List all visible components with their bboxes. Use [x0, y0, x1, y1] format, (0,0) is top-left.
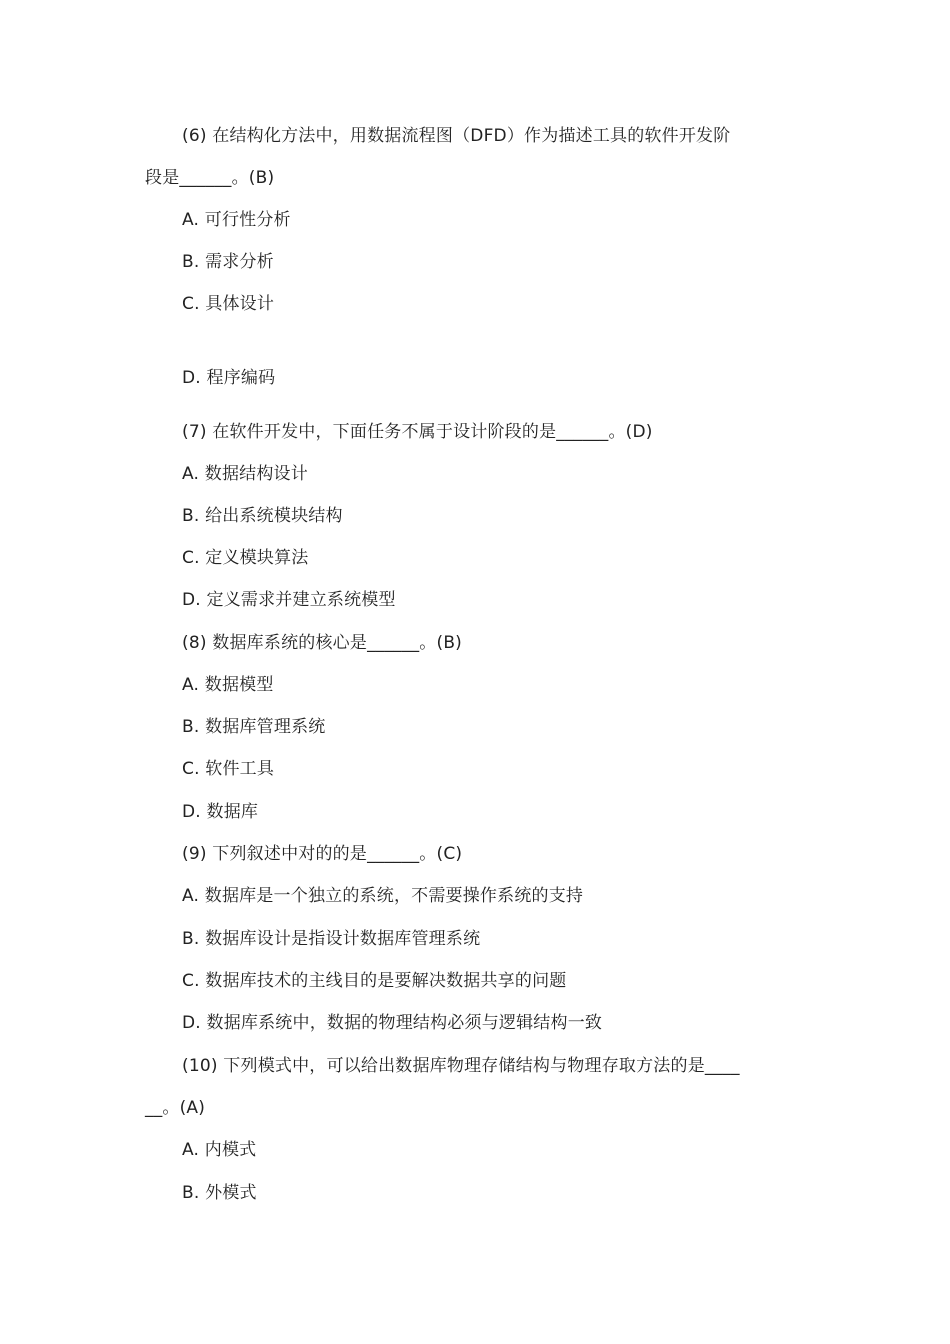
question-8-option-c: C. 软件工具: [182, 759, 275, 779]
question-9-option-a: A. 数据库是一个独立的系统，不需要操作系统的支持: [182, 886, 584, 906]
question-9-option-d: D. 数据库系统中，数据的物理结构必须与逻辑结构一致: [182, 1013, 603, 1033]
question-6-stem: (6) 在结构化方法中，用数据流程图（DFD）作为描述工具的软件开发阶: [182, 126, 731, 146]
question-8-option-a: A. 数据模型: [182, 675, 274, 695]
question-9-option-c: C. 数据库技术的主线目的是要解决数据共享的问题: [182, 971, 567, 991]
question-7-option-b: B. 给出系统模块结构: [182, 506, 343, 526]
question-6-stem-continued: 段是______。(B): [145, 168, 275, 188]
question-7-option-a: A. 数据结构设计: [182, 464, 308, 484]
question-6-option-c: C. 具体设计: [182, 294, 275, 314]
question-8-stem: (8) 数据库系统的核心是______。(B): [182, 633, 463, 653]
question-8-option-b: B. 数据库管理系统: [182, 717, 326, 737]
question-6-option-a: A. 可行性分析: [182, 210, 291, 230]
question-8-option-d: D. 数据库: [182, 802, 259, 822]
question-6-option-d: D. 程序编码: [182, 368, 276, 388]
question-9-stem: (9) 下列叙述中对的的是______。(C): [182, 844, 463, 864]
question-7-option-d: D. 定义需求并建立系统模型: [182, 590, 396, 610]
question-10-option-b: B. 外模式: [182, 1183, 257, 1203]
question-10-stem-continued: __。(A): [145, 1098, 206, 1118]
question-7-stem: (7) 在软件开发中，下面任务不属于设计阶段的是______。(D): [182, 422, 653, 442]
question-9-option-b: B. 数据库设计是指设计数据库管理系统: [182, 929, 481, 949]
question-6-option-b: B. 需求分析: [182, 252, 274, 272]
question-7-option-c: C. 定义模块算法: [182, 548, 309, 568]
question-10-option-a: A. 内模式: [182, 1140, 257, 1160]
question-10-stem: (10) 下列模式中，可以给出数据库物理存储结构与物理存取方法的是____: [182, 1056, 740, 1076]
